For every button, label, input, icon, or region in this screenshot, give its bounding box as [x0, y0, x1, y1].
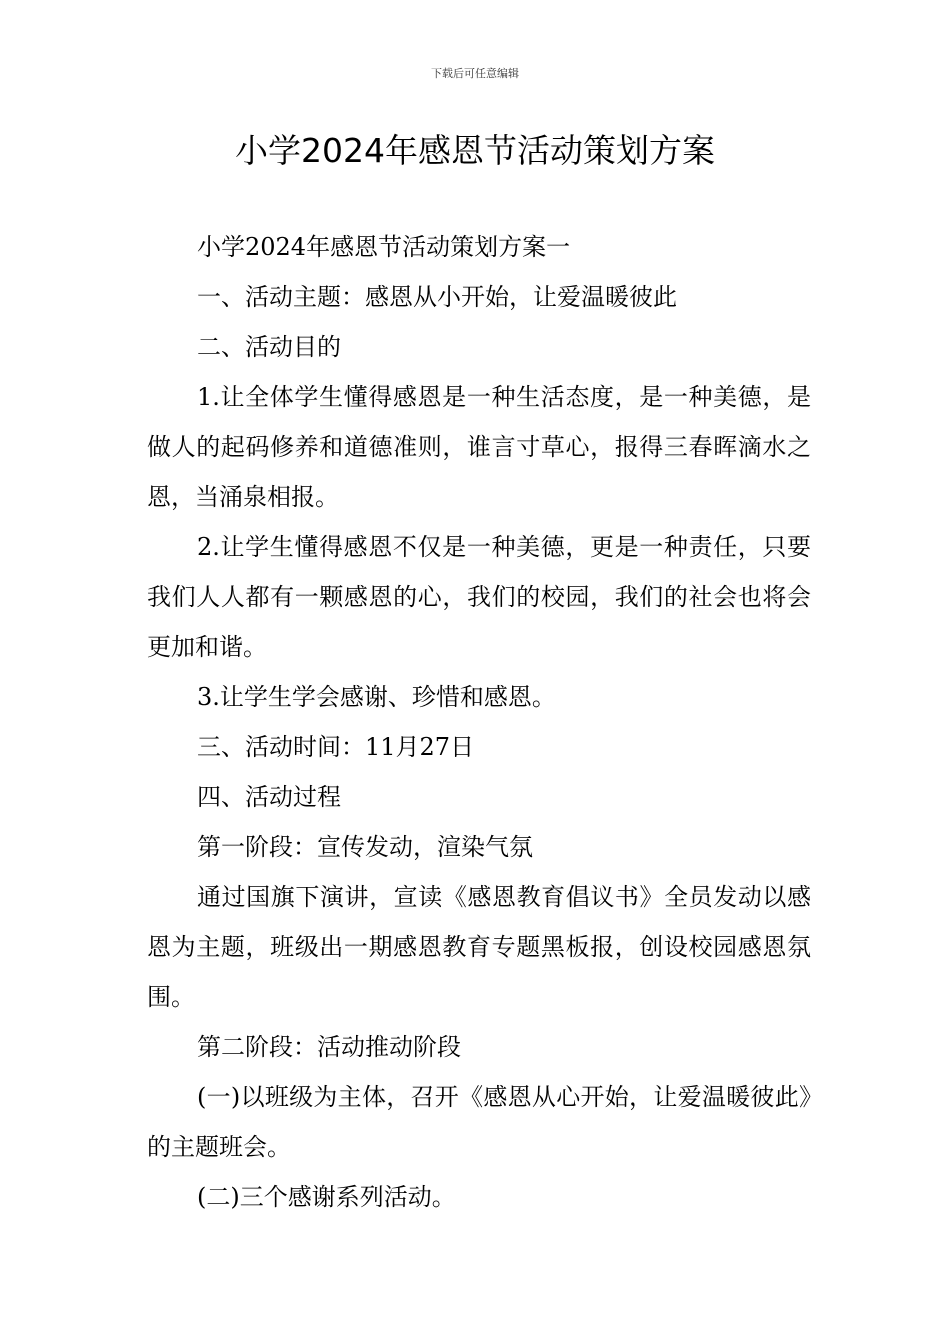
paragraph-stage-1-heading: 第一阶段：宣传发动，渲染气氛 [197, 833, 533, 861]
document-title: 小学2024年感恩节活动策划方案 [235, 131, 715, 170]
paragraph-section-heading: 小学2024年感恩节活动策划方案一 [197, 233, 571, 261]
paragraph-stage-2-heading: 第二阶段：活动推动阶段 [197, 1033, 461, 1061]
paragraph-purpose-1: 1.让全体学生懂得感恩是一种生活态度，是一种美德，是做人的起码修养和道德准则，谁言寸草心，报得三春晖滴水之恩，当涌泉相报。 [147, 383, 811, 511]
paragraph-stage-1-content: 通过国旗下演讲，宣读《感恩教育倡议书》全员发动以感恩为主题，班级出一期感恩教育专题黑板报，创设校园感恩氛围。 [147, 883, 811, 1011]
document-body [147, 222, 811, 1222]
paragraph-process-heading: 四、活动过程 [197, 783, 341, 811]
paragraph-purpose-heading: 二、活动目的 [197, 333, 341, 361]
paragraph-purpose-3: 3.让学生学会感谢、珍惜和感恩。 [197, 683, 556, 711]
paragraph-time: 三、活动时间：11月27日 [197, 733, 475, 761]
header-note: 下载后可任意编辑 [431, 67, 519, 80]
paragraph-purpose-2: 2.让学生懂得感恩不仅是一种美德，更是一种责任，只要我们人人都有一颗感恩的心，我们的校园，我们的社会也将会更加和谐。 [147, 533, 811, 661]
paragraph-stage-2-item-1: (一)以班级为主体，召开《感恩从心开始，让爱温暖彼此》的主题班会。 [147, 1083, 811, 1161]
paragraph-theme: 一、活动主题：感恩从小开始，让爱温暖彼此 [197, 283, 677, 311]
paragraph-stage-2-item-2: (二)三个感谢系列活动。 [197, 1183, 456, 1211]
